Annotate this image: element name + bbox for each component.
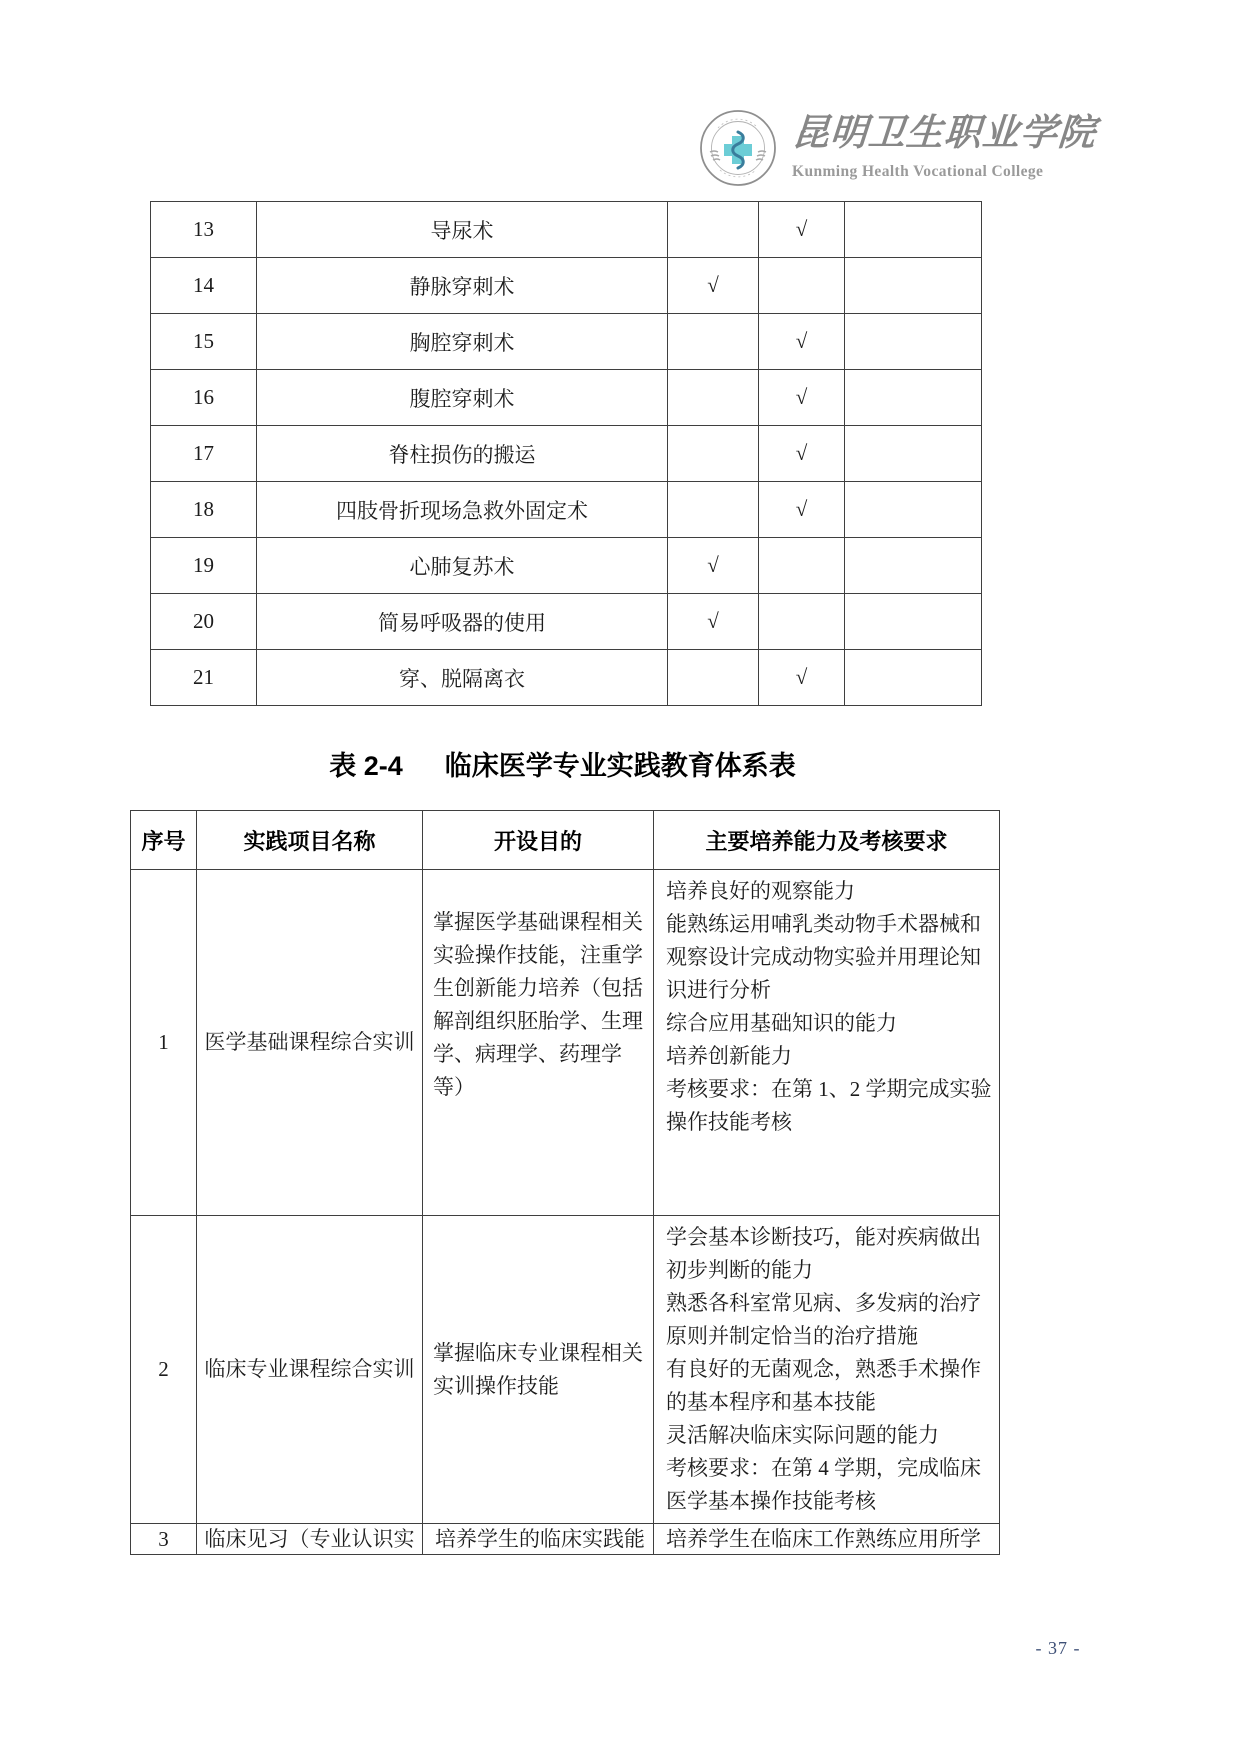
project-name: 医学基础课程综合实训 (197, 870, 423, 1216)
row-number: 13 (151, 202, 257, 258)
ability-line: 综合应用基础知识的能力 (666, 1011, 897, 1035)
skill-name: 四肢骨折现场急救外固定术 (257, 482, 668, 538)
row-number: 19 (151, 538, 257, 594)
blank-cell (845, 594, 982, 650)
table-row (131, 1216, 1000, 1524)
project-name: 临床见习（专业认识实 (197, 1524, 423, 1555)
row-number: 20 (151, 594, 257, 650)
row-number: 17 (151, 426, 257, 482)
purpose-line: 实验操作技能，注重学 (433, 942, 643, 967)
college-name-zh: 昆明卫生职业学院 (790, 113, 1098, 154)
check-mark-col2 (759, 258, 845, 314)
blank-cell (845, 426, 982, 482)
purpose-line: 掌握医学基础课程相关 (433, 909, 643, 934)
check-mark-col1 (668, 650, 759, 706)
check-mark-col2: √ (759, 202, 845, 258)
check-mark-col2: √ (759, 482, 845, 538)
ability-cell (654, 870, 1000, 1216)
table-row (151, 482, 982, 538)
column-header-no: 序号 (131, 811, 197, 870)
row-number: 14 (151, 258, 257, 314)
table-row (151, 426, 982, 482)
row-number: 21 (151, 650, 257, 706)
skill-name: 胸腔穿刺术 (257, 314, 668, 370)
ability-cell (654, 1216, 1000, 1524)
table-caption (130, 744, 995, 783)
row-number: 16 (151, 370, 257, 426)
row-number: 1 (131, 870, 197, 1216)
ability-cell (654, 1524, 1000, 1555)
check-mark-col2: √ (759, 370, 845, 426)
college-name-en: Kunming Health Vocational College (792, 162, 1044, 180)
project-name: 临床专业课程综合实训 (197, 1216, 423, 1524)
purpose-cell (423, 1524, 654, 1555)
medical-cross-icon (724, 136, 752, 164)
skill-name: 导尿术 (257, 202, 668, 258)
check-mark-col2: √ (759, 314, 845, 370)
ability-line: 识进行分析 (666, 978, 771, 1002)
check-mark-col1 (668, 370, 759, 426)
college-seal-icon (698, 108, 778, 188)
ability-line: 操作技能考核 (666, 1110, 792, 1134)
table-row (151, 594, 982, 650)
ability-line: 培养创新能力 (666, 1044, 792, 1068)
blank-cell (845, 314, 982, 370)
purpose-line: 掌握临床专业课程相关 (433, 1340, 643, 1365)
purpose-line: 等） (433, 1074, 475, 1099)
purpose-line: 实训操作技能 (433, 1373, 559, 1398)
ability-line: 考核要求：在第 4 学期，完成临床 (666, 1456, 981, 1480)
practice-education-table (130, 810, 1000, 1555)
page-number: - 37 - (1035, 1638, 1081, 1658)
ability-line: 的基本程序和基本技能 (666, 1390, 876, 1414)
check-mark-col2: √ (759, 426, 845, 482)
check-mark-col1 (668, 482, 759, 538)
row-number: 3 (131, 1524, 197, 1555)
check-mark-col2 (759, 594, 845, 650)
table-row (151, 202, 982, 258)
ability-line: 原则并制定恰当的治疗措施 (666, 1324, 918, 1348)
blank-cell (845, 650, 982, 706)
ability-line: 培养学生在临床工作熟练应用所学 (666, 1527, 981, 1551)
blank-cell (845, 202, 982, 258)
check-mark-col1 (668, 314, 759, 370)
blank-cell (845, 482, 982, 538)
row-number: 2 (131, 1216, 197, 1524)
blank-cell (845, 538, 982, 594)
purpose-line: 解剖组织胚胎学、生理 (433, 1008, 643, 1033)
blank-cell (845, 370, 982, 426)
table-row (151, 258, 982, 314)
skill-name: 简易呼吸器的使用 (257, 594, 668, 650)
ability-line: 能熟练运用哺乳类动物手术器械和 (666, 912, 981, 936)
check-mark-col1: √ (668, 594, 759, 650)
purpose-line: 生创新能力培养（包括 (433, 975, 643, 1000)
check-mark-col1 (668, 426, 759, 482)
row-number: 15 (151, 314, 257, 370)
table-row (151, 314, 982, 370)
skill-name: 静脉穿刺术 (257, 258, 668, 314)
table-row (151, 370, 982, 426)
purpose-line: 培养学生的临床实践能 (435, 1527, 645, 1551)
ability-line: 有良好的无菌观念，熟悉手术操作 (666, 1357, 981, 1381)
skill-name: 腹腔穿刺术 (257, 370, 668, 426)
table-header-row (131, 811, 1000, 870)
skill-name: 脊柱损伤的搬运 (257, 426, 668, 482)
purpose-cell (423, 1216, 654, 1524)
ability-line: 灵活解决临床实际问题的能力 (666, 1423, 939, 1447)
check-mark-col1: √ (668, 538, 759, 594)
table-row (131, 870, 1000, 1216)
ability-line: 学会基本诊断技巧，能对疾病做出 (666, 1225, 981, 1249)
ability-line: 熟悉各科室常见病、多发病的治疗 (666, 1291, 981, 1315)
table-row (151, 650, 982, 706)
college-brand (698, 108, 1096, 188)
ability-line: 观察设计完成动物实验并用理论知 (666, 945, 981, 969)
skill-name: 心肺复苏术 (257, 538, 668, 594)
skill-name: 穿、脱隔离衣 (257, 650, 668, 706)
column-header-project: 实践项目名称 (197, 811, 423, 870)
ability-line: 考核要求：在第 1、2 学期完成实验 (666, 1077, 992, 1101)
column-header-purpose: 开设目的 (423, 811, 654, 870)
ability-line: 医学基本操作技能考核 (666, 1489, 876, 1513)
check-mark-col1 (668, 202, 759, 258)
purpose-cell (423, 870, 654, 1216)
table-row (131, 1524, 1000, 1555)
row-number: 18 (151, 482, 257, 538)
blank-cell (845, 258, 982, 314)
table-caption-number: 表 2-4 (329, 751, 403, 781)
check-mark-col1: √ (668, 258, 759, 314)
skills-checklist-table (150, 201, 982, 706)
ability-line: 培养良好的观察能力 (666, 879, 855, 903)
purpose-line: 学、病理学、药理学 (433, 1041, 622, 1066)
table-row (151, 538, 982, 594)
table-caption-title: 临床医学专业实践教育体系表 (444, 751, 796, 781)
column-header-ability: 主要培养能力及考核要求 (654, 811, 1000, 870)
check-mark-col2: √ (759, 650, 845, 706)
check-mark-col2 (759, 538, 845, 594)
ability-line: 初步判断的能力 (666, 1258, 813, 1282)
